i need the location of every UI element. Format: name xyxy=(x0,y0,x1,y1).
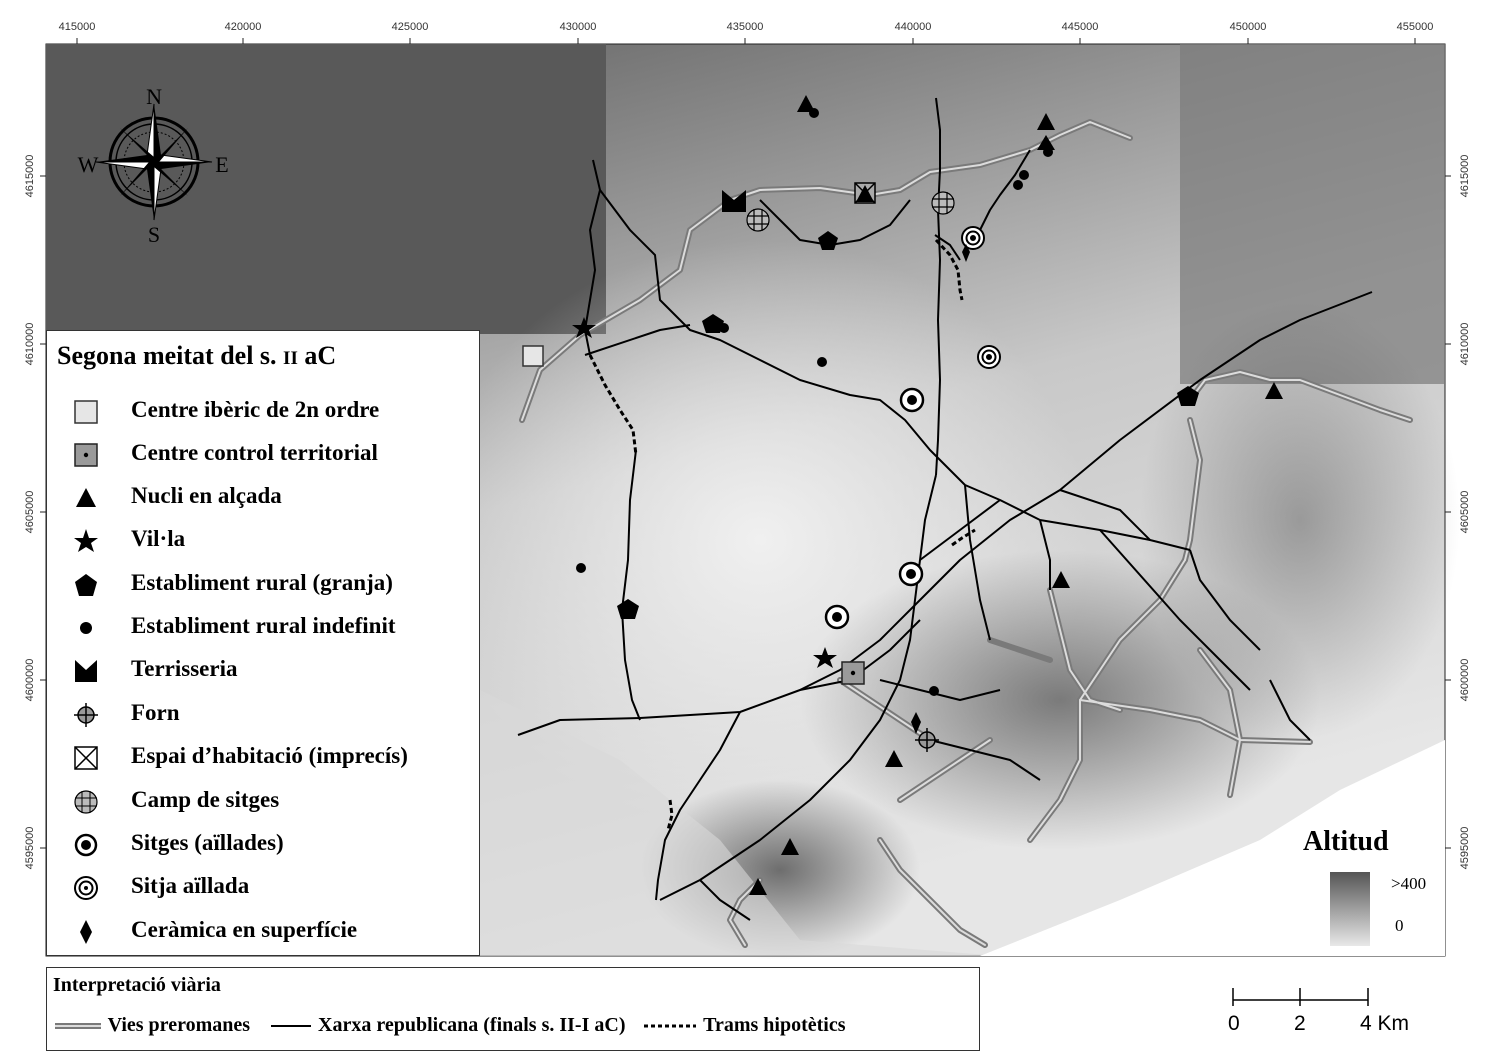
legend-label: Sitja aïllada xyxy=(131,873,250,898)
compass-s: S xyxy=(147,222,161,247)
crossed-square-icon xyxy=(71,743,101,773)
y-coord-label-left: 4595000 xyxy=(24,826,36,870)
pentagon-icon xyxy=(71,570,101,600)
legend-label: Forn xyxy=(131,700,180,725)
x-coord-label: 455000 xyxy=(1396,21,1434,33)
light-square-icon xyxy=(71,397,101,427)
scale-label: 0 xyxy=(1228,1012,1240,1035)
star-icon xyxy=(71,526,101,556)
y-coord-label-right: 4615000 xyxy=(1459,154,1471,198)
preroman-road-label: Vies preromanes xyxy=(107,1014,251,1036)
legend-item xyxy=(47,393,477,431)
legend-label: Terrisseria xyxy=(131,656,238,681)
ring-dot-icon xyxy=(71,830,101,860)
road-legend xyxy=(46,967,980,1051)
scale-label: 4 Km xyxy=(1360,1012,1410,1035)
legend-item xyxy=(47,783,477,821)
legend-item xyxy=(47,696,477,734)
road-legend-title: Interpretació viària xyxy=(53,974,221,996)
legend-title-end: aC xyxy=(297,341,337,370)
y-coord-label-right: 4595000 xyxy=(1459,826,1471,870)
legend-item xyxy=(47,652,477,690)
legend-label: Establiment rural indefinit xyxy=(131,613,396,638)
legend-item xyxy=(47,869,477,907)
republican-road-icon xyxy=(269,1019,313,1033)
x-coord-label: 415000 xyxy=(58,21,96,33)
altitude-min-label: 0 xyxy=(1395,916,1404,935)
x-coord-label: 440000 xyxy=(894,21,932,33)
diamond-icon xyxy=(71,917,101,947)
scale-label: 2 xyxy=(1294,1012,1306,1035)
legend-label: Establiment rural (granja) xyxy=(131,570,393,595)
compass-w: W xyxy=(77,152,99,177)
legend-item xyxy=(47,609,477,647)
crosshair-circle-icon xyxy=(71,700,101,730)
legend-item xyxy=(47,436,477,474)
legend-label: Espai d’habitació (imprecís) xyxy=(131,743,408,768)
legend-label: Sitges (aïllades) xyxy=(131,830,284,855)
legend xyxy=(46,330,480,956)
notched-square-icon xyxy=(71,656,101,686)
grid-circle-icon xyxy=(71,787,101,817)
y-coord-label-right: 4610000 xyxy=(1459,322,1471,366)
legend-item xyxy=(47,566,477,604)
x-coord-label: 425000 xyxy=(391,21,429,33)
x-coord-label: 430000 xyxy=(559,21,597,33)
preroman-road-icon xyxy=(53,1019,103,1033)
dotted-square-icon[interactable] xyxy=(842,662,864,684)
altitude-max-label: >400 xyxy=(1391,874,1427,893)
legend-label: Centre ibèric de 2n ordre xyxy=(131,397,380,422)
target-icon xyxy=(71,873,101,903)
legend-item xyxy=(47,826,477,864)
x-coord-label: 435000 xyxy=(726,21,764,33)
y-coord-label-left: 4610000 xyxy=(24,322,36,366)
republican-road-label: Xarxa republicana (finals s. II-I aC) xyxy=(318,1014,626,1036)
legend-item xyxy=(47,522,477,560)
road-legend-row xyxy=(53,1014,846,1037)
scale-bar xyxy=(1233,988,1368,1006)
legend-label: Vil·la xyxy=(131,526,186,551)
x-coord-label: 445000 xyxy=(1061,21,1099,33)
x-coord-label: 420000 xyxy=(224,21,262,33)
y-coord-label-left: 4605000 xyxy=(24,490,36,534)
legend-title-main: Segona meitat del s. xyxy=(57,341,284,370)
compass-e: E xyxy=(215,152,229,177)
hypothetical-road-icon xyxy=(642,1019,698,1033)
dot-icon xyxy=(71,613,101,643)
legend-label: Nucli en alçada xyxy=(131,483,282,508)
altitude-gradient-bar xyxy=(1330,872,1370,946)
altitude-title: Altitud xyxy=(1303,826,1389,857)
light-square-icon[interactable] xyxy=(523,346,543,366)
dotted-square-icon xyxy=(71,440,101,470)
y-coord-label-left: 4615000 xyxy=(24,154,36,198)
hypothetical-road-label: Trams hipotètics xyxy=(703,1014,846,1036)
y-coord-label-left: 4600000 xyxy=(24,658,36,702)
legend-label: Camp de sitges xyxy=(131,787,280,812)
triangle-icon xyxy=(71,483,101,513)
legend-label: Ceràmica en superfície xyxy=(131,917,358,942)
x-coord-label: 450000 xyxy=(1229,21,1267,33)
legend-label: Centre control territorial xyxy=(131,440,378,465)
legend-item xyxy=(47,913,477,951)
legend-item xyxy=(47,739,477,777)
y-coord-label-right: 4600000 xyxy=(1459,658,1471,702)
legend-title xyxy=(57,341,336,371)
compass-n: N xyxy=(146,84,162,109)
y-coord-label-right: 4605000 xyxy=(1459,490,1471,534)
legend-title-century: II xyxy=(283,348,298,369)
legend-item xyxy=(47,479,477,517)
